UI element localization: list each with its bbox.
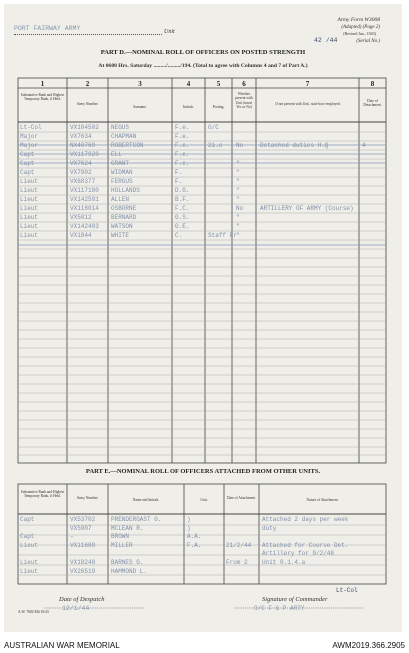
table-cell: Lieut — [20, 223, 39, 230]
table-cell: VX7902 — [70, 169, 92, 176]
table-cell: VX7624 — [70, 160, 92, 167]
table-cell: WATSON — [111, 223, 133, 230]
table-cell: " — [236, 178, 240, 185]
table-cell: Unit 0.1.4.a — [262, 559, 306, 566]
table-cell: Staff Fr — [208, 232, 237, 239]
part-d-subtitle: At 0600 Hrs. Saturday ........./........./194. (Total to agree with Columns 4 and 7 of Part A.) — [98, 63, 308, 69]
part-d-title: PART D.—NOMINAL ROLL OF OFFICERS ON POSTED STRENGTH — [100, 49, 306, 56]
unit-label: Unit — [164, 29, 175, 35]
col-header-posting: Posting. — [212, 105, 225, 109]
serial-label: (Serial No.) — [356, 39, 380, 44]
table-cell: VX18248 — [70, 559, 96, 566]
col-num-5: 5 — [216, 80, 221, 88]
table-cell: A.A. — [187, 533, 202, 541]
serial-typed: 42 /44 — [314, 37, 338, 44]
table-cell: " — [236, 169, 240, 176]
table-cell: ) — [187, 524, 191, 532]
table-cell: " — [236, 232, 240, 239]
table-cell: VX104502 — [70, 124, 99, 131]
col-header-detachment: Date of Detachment. — [363, 99, 382, 108]
col-num-6: 6 — [242, 80, 246, 88]
printer-note: A.W. 7684 Mil 10/43 — [18, 610, 49, 614]
table-cell: VX118014 — [70, 205, 99, 212]
table-cell: Capt — [20, 516, 35, 523]
e-col-header-army-number: Army Number. — [76, 496, 99, 500]
table-cell: G.S. — [175, 214, 190, 221]
table-cell: Capt — [20, 160, 35, 167]
table-cell: " — [236, 196, 240, 203]
table-cell: VX1844 — [70, 232, 92, 239]
table-cell: " — [236, 187, 240, 194]
table-cell: CHAPMAN — [111, 133, 137, 140]
table-cell: GRANT — [111, 160, 130, 167]
table-cell: F.e. — [175, 160, 190, 167]
col-num-4: 4 — [186, 80, 191, 88]
table-cell: WHITE — [111, 232, 130, 239]
table-cell: Artillery for 9/2/48 — [262, 550, 335, 558]
unit-typed: PORT FAIRWAY ARMY — [14, 25, 81, 32]
form-revised: (Revised Jan., 1943) — [343, 31, 376, 36]
col-header-army-number: Army Number. — [76, 102, 99, 106]
table-cell: F. — [175, 169, 183, 176]
table-cell: BARNES G. — [111, 559, 144, 566]
date-of-despatch-value: 12/1/44 — [62, 605, 90, 612]
table-cell: VX5012 — [70, 214, 92, 221]
table-cell: " — [236, 214, 240, 221]
col-header-surname: Surname. — [133, 105, 147, 109]
table-cell: VX26519 — [70, 567, 96, 575]
table-cell: ELL — [111, 151, 122, 158]
table-cell: VX7634 — [70, 133, 92, 140]
table-cell: Lieut — [20, 559, 39, 566]
table-cell: MILLER — [111, 541, 133, 549]
col-header-employed: If not present with Unit, state how employed. — [275, 102, 341, 106]
table-cell: VX53702 — [70, 516, 96, 523]
table-cell: F.A. — [187, 541, 202, 549]
table-cell: Attached for Course Det. — [262, 541, 349, 549]
table-cell: No — [236, 142, 244, 149]
table-cell: NEGUS — [111, 124, 130, 131]
e-col-header-name: Name and Initials. — [132, 498, 160, 502]
table-cell: duty — [262, 524, 277, 532]
table-cell: Lieut — [20, 567, 39, 575]
table-cell: Lieut — [20, 232, 39, 239]
col-header-initials: Initials. — [183, 105, 194, 109]
table-cell: VX142591 — [70, 196, 99, 203]
table-cell: – — [70, 533, 74, 541]
table-cell: Capt — [20, 533, 35, 541]
table-cell: PRENDERGAST G. — [111, 516, 162, 523]
table-cell: B.F. — [175, 196, 190, 203]
col-header-rank: Substantive Rank and Highest Temporary Rank, if Held. — [20, 93, 65, 102]
e-col-header-date: Date of Attachment. — [226, 496, 257, 500]
table-cell: Lt-Col — [20, 124, 42, 131]
signature-typed: Lt-Col — [336, 587, 358, 594]
table-cell: VX68377 — [70, 178, 96, 185]
col-num-8: 8 — [370, 80, 375, 88]
table-cell: F.e. — [175, 142, 190, 149]
e-col-header-unit: Unit. — [200, 498, 208, 502]
archive-name: AUSTRALIAN WAR MEMORIAL — [4, 641, 120, 650]
col-num-2: 2 — [85, 80, 90, 88]
signature-label: Signature of Commander — [262, 596, 328, 603]
table-cell: VX117920 — [70, 151, 99, 158]
archive-reference: AWM2019.366.2905 — [332, 641, 405, 650]
e-col-header-rank: Substantive Rank and Highest Temporary Rank, if Held. — [20, 490, 65, 499]
table-cell: Lieut — [20, 178, 39, 185]
table-cell: BERNARD — [111, 214, 137, 221]
col-num-1: 1 — [40, 80, 45, 88]
table-cell: D.G. — [175, 187, 190, 194]
table-cell: OSBORNE — [111, 205, 137, 212]
table-cell: VX5907 — [70, 524, 92, 532]
col-num-3: 3 — [138, 80, 142, 88]
table-cell: Lieut — [20, 205, 39, 212]
table-cell: No — [236, 205, 244, 212]
form-adapted: (Adapted) (Page 2) — [341, 25, 380, 30]
table-cell: ALLEN — [111, 196, 130, 203]
table-cell: VX117180 — [70, 187, 99, 194]
table-cell: Major — [20, 142, 39, 149]
table-cell: VX142403 — [70, 223, 99, 230]
e-col-header-nature: Nature of Attachment. — [306, 498, 339, 502]
table-cell: ROBERTSON — [111, 142, 144, 149]
table-cell: O/C — [208, 124, 219, 131]
table-cell: Lieut — [20, 541, 39, 549]
table-cell: Capt — [20, 169, 35, 176]
col-num-7: 7 — [305, 80, 310, 88]
table-cell: Detached duties H.Q — [260, 142, 329, 149]
table-cell: 2i.c — [208, 142, 223, 149]
table-cell: BROWN — [111, 533, 130, 541]
table-cell: " — [236, 223, 240, 230]
table-cell: F.e. — [175, 124, 190, 131]
table-cell: HOLLANDS — [111, 187, 140, 194]
table-cell: F.e. — [175, 151, 190, 158]
table-cell: Lieut — [20, 196, 39, 203]
table-cell: MCLEAN R. — [111, 524, 144, 532]
col-header-present: Whether present with Unit (insert Yes or No) — [235, 92, 253, 110]
table-cell: Capt — [20, 151, 35, 158]
signature-sub: O/C F & P ARTY — [254, 605, 305, 612]
table-cell: G.E. — [175, 223, 190, 230]
table-cell: ) — [187, 516, 191, 523]
table-cell: Attached 2 days per week — [262, 516, 349, 523]
table-cell: FERGUS — [111, 178, 133, 185]
table-cell: HAMMOND L. — [111, 567, 148, 575]
table-cell: 4 — [362, 142, 366, 149]
table-cell: NX40769 — [70, 142, 96, 149]
table-cell: Major — [20, 133, 39, 140]
table-cell: F. — [175, 178, 183, 185]
table-cell: 21/2/44 — [226, 541, 252, 549]
table-cell: From 2 — [226, 559, 248, 566]
table-cell: Lieut — [20, 187, 39, 194]
table-cell: ARTILLERY OF ARMY (Course) — [260, 205, 354, 212]
form-page — [4, 4, 402, 632]
table-cell: " — [236, 160, 240, 167]
date-of-despatch-label: Date of Despatch — [59, 596, 105, 603]
table-cell: C. — [175, 232, 183, 239]
table-cell: Lieut — [20, 214, 39, 221]
part-e-title: PART E.—NOMINAL ROLL OF OFFICERS ATTACHED FROM OTHER UNITS. — [85, 468, 321, 475]
form-name: Army Form W3008 — [337, 17, 380, 23]
archive-footer — [0, 636, 409, 653]
table-cell: F.C. — [175, 205, 190, 212]
table-cell: F.e. — [175, 133, 190, 140]
table-cell: VX11688 — [70, 541, 96, 549]
table-cell: WIDMAN — [111, 169, 133, 176]
